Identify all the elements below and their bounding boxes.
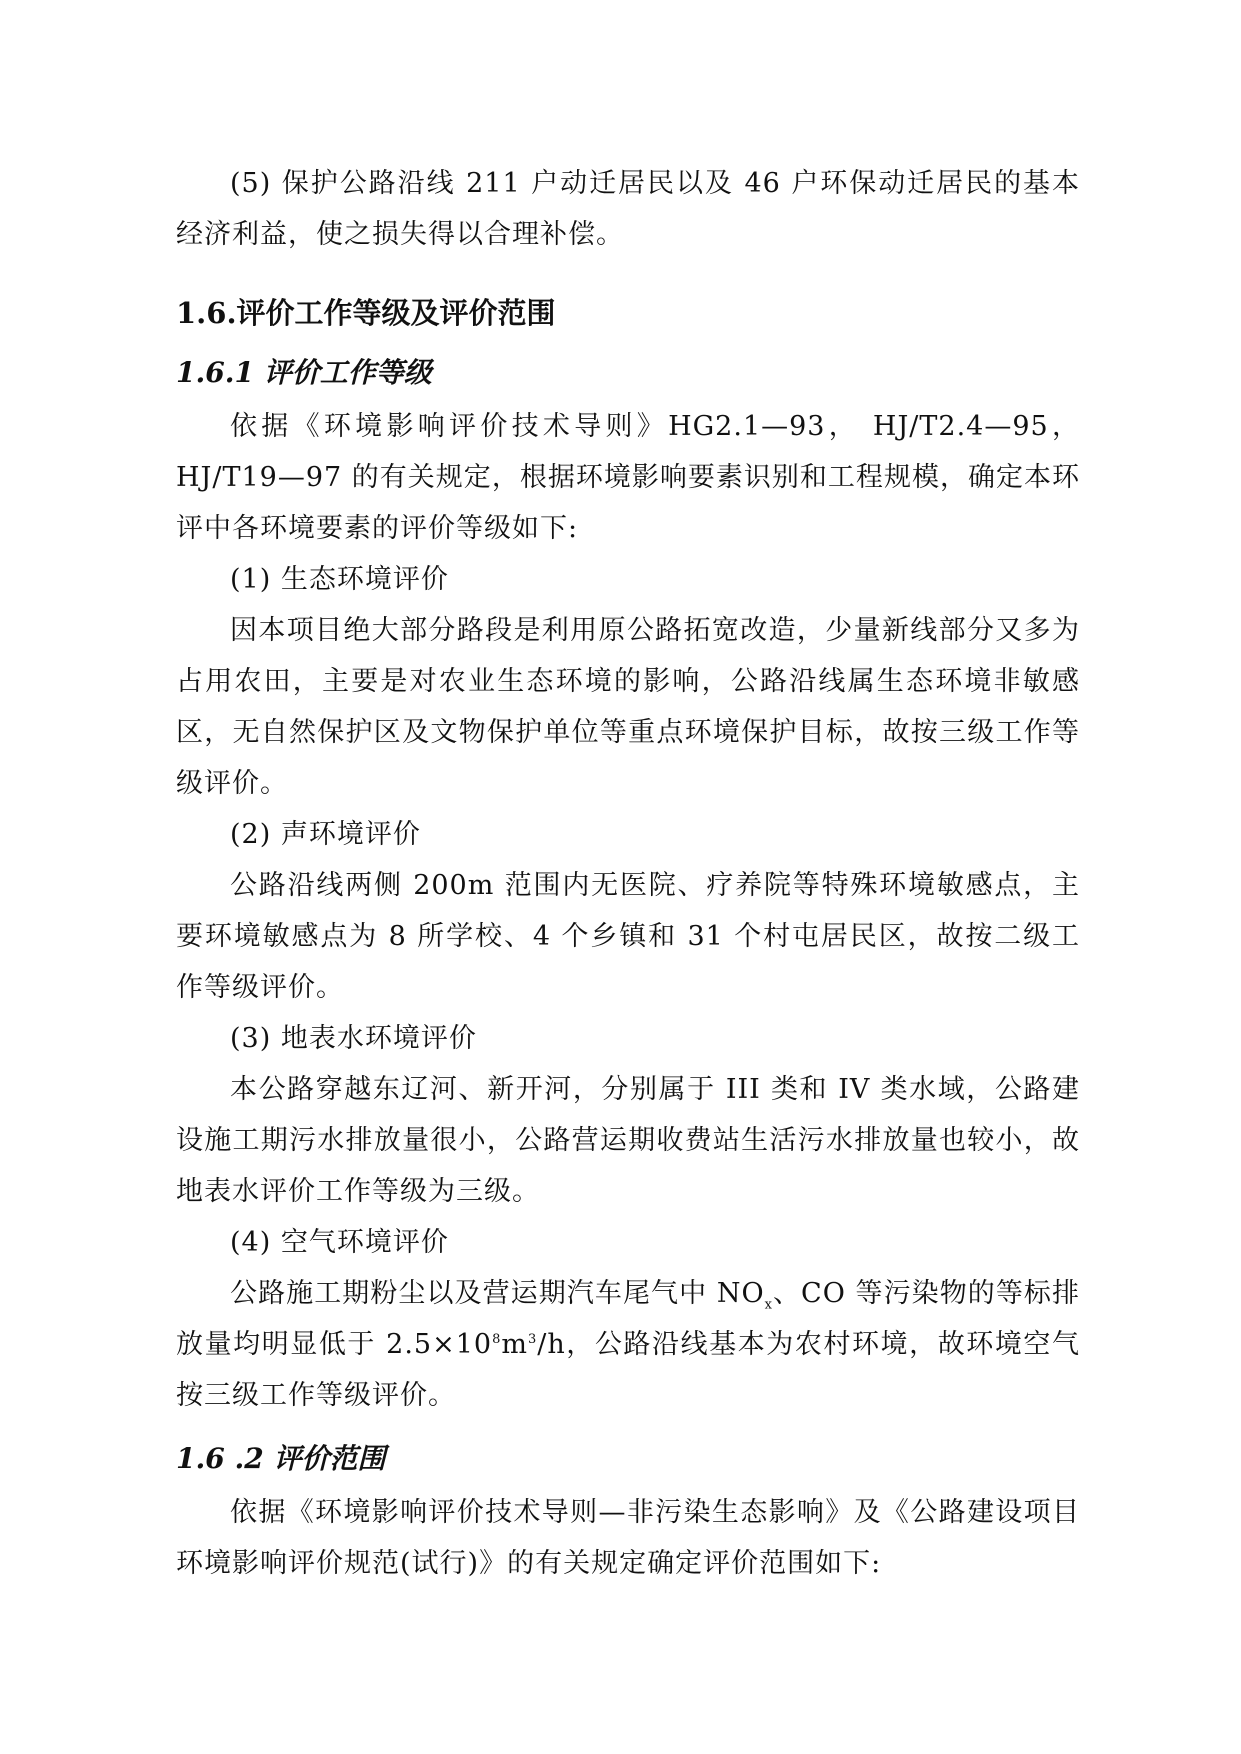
evaluation-scope-intro: 依据《环境影响评价技术导则—非污染生态影响》及《公路建设项目环境影响评价规范(试行)》的有关规定确定评价范围如下: bbox=[176, 1497, 1080, 1579]
air-text-part1: 公路施工期粉尘以及营运期汽车尾气中 NO bbox=[230, 1278, 765, 1309]
section-heading: 1.6.评价工作等级及评价范围 bbox=[176, 296, 556, 330]
intro-paragraph: (5) 保护公路沿线 211 户动迁居民以及 46 户环保动迁居民的基本经济利益，使之损失得以合理补偿。 bbox=[176, 168, 1080, 250]
subsection-heading-evaluation-level: 1.6.1 评价工作等级 bbox=[176, 356, 432, 389]
air-text-superscript-8: 8 bbox=[492, 1332, 502, 1347]
evaluation-level-intro: 依据《环境影响评价技术导则》HG2.1—93， HJ/T2.4—95， HJ/T19—97 的有关规定，根据环境影响要素识别和工程规模，确定本环评中各环境要素的评价等级如下: bbox=[176, 411, 1080, 544]
air-text-subscript-x: x bbox=[764, 1297, 773, 1313]
item-label-air: (4) 空气环境评价 bbox=[230, 1227, 449, 1258]
item-text-surface-water: 本公路穿越东辽河、新开河，分别属于 III 类和 IV 类水域，公路建设施工期污水排放量很小，公路营运期收费站生活污水排放量也较小，故地表水评价工作等级为三级。 bbox=[176, 1074, 1080, 1207]
item-text-noise: 公路沿线两侧 200m 范围内无医院、疗养院等特殊环境敏感点，主要环境敏感点为 8 所学校、4 个乡镇和 31 个村屯居民区，故按二级工作等级评价。 bbox=[176, 870, 1080, 1003]
subsection-heading-evaluation-scope: 1.6 .2 评价范围 bbox=[176, 1442, 386, 1475]
item-label-noise: (2) 声环境评价 bbox=[230, 819, 421, 850]
item-label-ecology: (1) 生态环境评价 bbox=[230, 564, 449, 595]
air-text-part2: 、CO 等污染物的等标排放量均明显低于 2.5×10 bbox=[176, 1278, 1080, 1360]
air-text-part4: /h，公路沿线基本为农村环境，故环境空气按三级工作等级评价。 bbox=[176, 1329, 1080, 1411]
item-text-air bbox=[176, 1268, 1080, 1421]
air-text-part3: m bbox=[501, 1329, 528, 1360]
air-text-superscript-3: 3 bbox=[527, 1332, 538, 1347]
item-text-ecology: 因本项目绝大部分路段是利用原公路拓宽改造，少量新线部分又多为占用农田，主要是对农业生态环境的影响，公路沿线属生态环境非敏感区，无自然保护区及文物保护单位等重点环境保护目标，故按三级工作等级评价。 bbox=[176, 615, 1080, 799]
document-body bbox=[176, 158, 1080, 1589]
item-label-surface-water: (3) 地表水环境评价 bbox=[230, 1023, 477, 1054]
